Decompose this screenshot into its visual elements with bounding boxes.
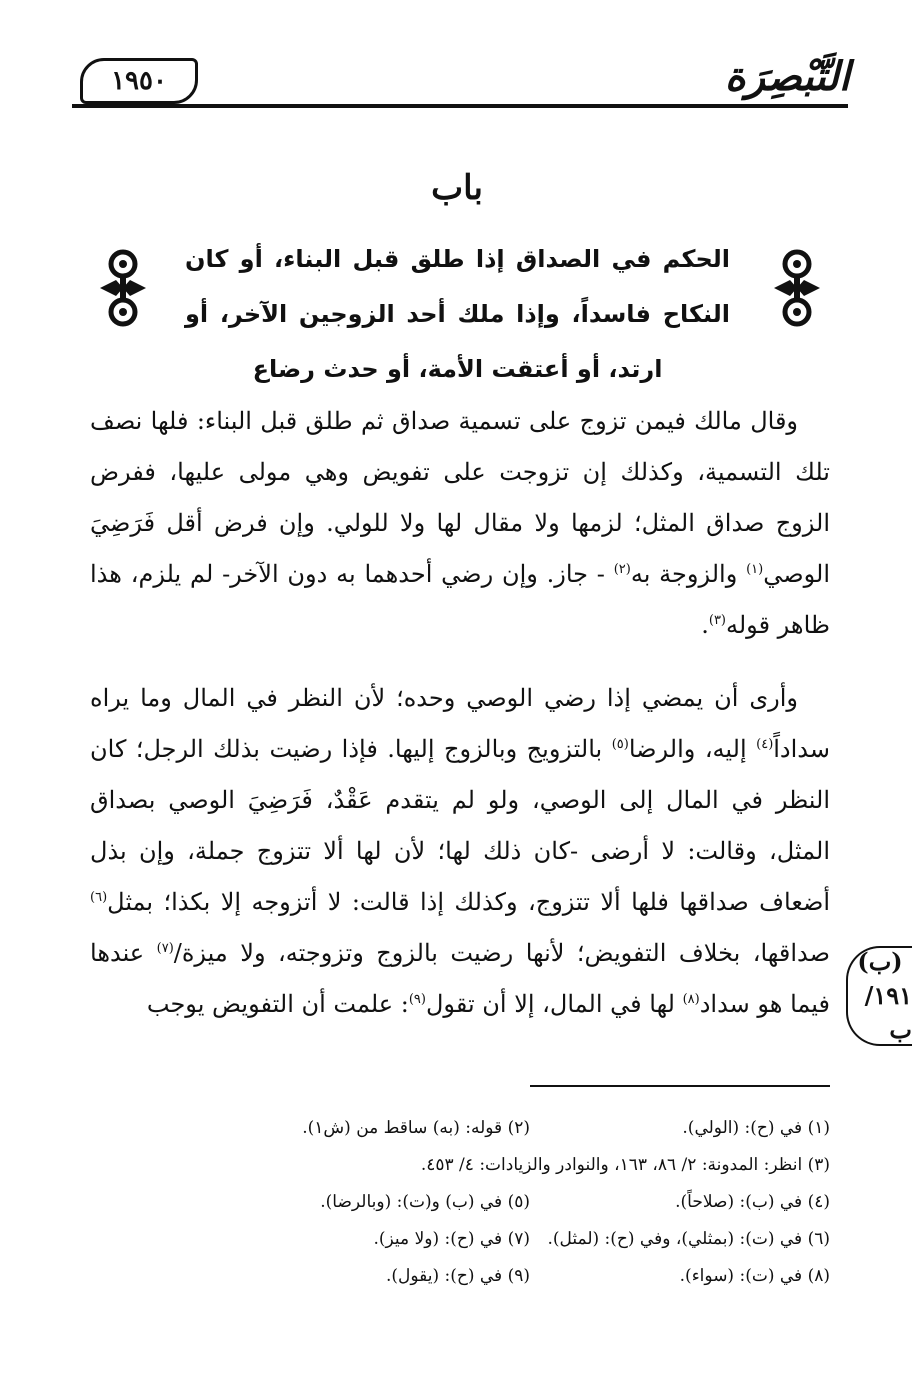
page-header — [70, 52, 850, 108]
footnote-1: (١) في (ح): (الولي). — [682, 1118, 830, 1138]
footnote-ref[interactable]: (٤) — [756, 737, 774, 752]
footnote-7: (٧) في (ح): (ولا ميز). — [373, 1229, 530, 1249]
footnote-8: (٨) في (ت): (سواء). — [679, 1266, 830, 1286]
footnote-ref[interactable]: (٣) — [708, 613, 726, 628]
footnote-6: (٦) في (ت): (بمثلي)، وفي (ح): (لمثل). — [547, 1229, 830, 1249]
footnote-ref[interactable]: (١) — [746, 562, 764, 577]
footnote-ref[interactable]: (٨) — [682, 992, 700, 1007]
floral-ornament-icon — [768, 238, 826, 338]
paragraph-2: وأرى أن يمضي إذا رضي الوصي وحده؛ لأن النظر في المال وما يراه سداداً$^{(٤)}$ إليه، والرضا$^{(٥)}$ بالتزويج وبالزوج إليها. فإذا رضيت بذلك الرجل؛ كان النظر في المال إلى الوصي، ولو لم يتقدم عَقْدٌ، فَرَضِيَ الوصي بصداق المثل، وقالت: لا أرضى -كان ذلك لها؛ لأن لها ألا تتزوج جملة، وإن بذل أضعاف صداقها فلها ألا تتزوج، وكذلك إذا قالت: لا أتزوجه إلا بكذا؛ بمثل$^{(٦)}$ صداقها، بخلاف التفويض؛ لأنها رضيت بالزوج وتزوجته، ولا ميزة/$^{(٧)}$ عندها فيما هو سداد$^{(٨)}$ لها في المال، إلا أن تقول$^{(٩)}$: علمت أن التفويض يوجب — [90, 684, 830, 1018]
footnote-2: (٢) قوله: (به) ساقط من (ش١). — [302, 1118, 530, 1138]
page-number-badge — [80, 58, 198, 104]
footnote-row — [150, 1221, 830, 1258]
book-title: التَّبْصِرَة — [724, 53, 850, 100]
margin-note-line1: (ب) — [857, 947, 903, 976]
chapter-label: باب — [431, 168, 483, 208]
footnote-ref[interactable]: (٢) — [613, 562, 631, 577]
footnote-9: (٩) في (ح): (يقول). — [385, 1266, 530, 1286]
footnote-row — [150, 1147, 830, 1184]
body-text — [90, 396, 830, 1052]
footnote-3: (٣) انظر: المدونة: ٢/ ٨٦، ١٦٣، والنوادر والزيادات: ٤/ ٤٥٣. — [420, 1155, 830, 1175]
page-number: ١٩٥٠ — [111, 66, 167, 96]
footnote-ref[interactable]: (٩) — [408, 992, 426, 1007]
footnote-ref[interactable]: (٦) — [90, 890, 108, 905]
footnote-row — [150, 1110, 830, 1147]
footnote-ref[interactable]: (٥) — [611, 737, 629, 752]
footnote-4: (٤) في (ب): (صلاحاً). — [675, 1192, 830, 1212]
footnotes — [150, 1110, 830, 1295]
paragraph-1: وقال مالك فيمن تزوج على تسمية صداق ثم طلق قبل البناء: فلها نصف تلك التسمية، وكذلك إن تزوجت على تفويض وهي مولى عليها، ففرض الزوج صداق المثل؛ لزمها ولا مقال لها ولا للولي. وإن فرض أقل فَرَضِيَ الوصي$^{(١)}$ والزوجة به$^{(٢)}$ - جاز. وإن رضي أحدهما به دون الآخر- لم يلزم، هذا ظاهر قوله$^{(٣)}$. — [90, 407, 830, 639]
footnote-row — [150, 1184, 830, 1221]
chapter-title: الحكم في الصداق إذا طلق قبل البناء، أو كان النكاح فاسداً، وإذا ملك أحد الزوجين الآخر، أو ارتد، أو أعتقت الأمة، أو حدث رضاع — [185, 245, 730, 383]
manuscript-margin-note — [846, 946, 912, 1046]
margin-note-line2: ١٩١/ب — [864, 981, 912, 1044]
header-rule — [72, 104, 848, 108]
footnote-row — [150, 1258, 830, 1295]
footnote-ref[interactable]: (٧) — [156, 941, 174, 956]
footnote-5: (٥) في (ب) و(ت): (وبالرضا). — [320, 1192, 530, 1212]
footnote-divider — [530, 1085, 830, 1087]
floral-ornament-icon — [94, 238, 152, 338]
